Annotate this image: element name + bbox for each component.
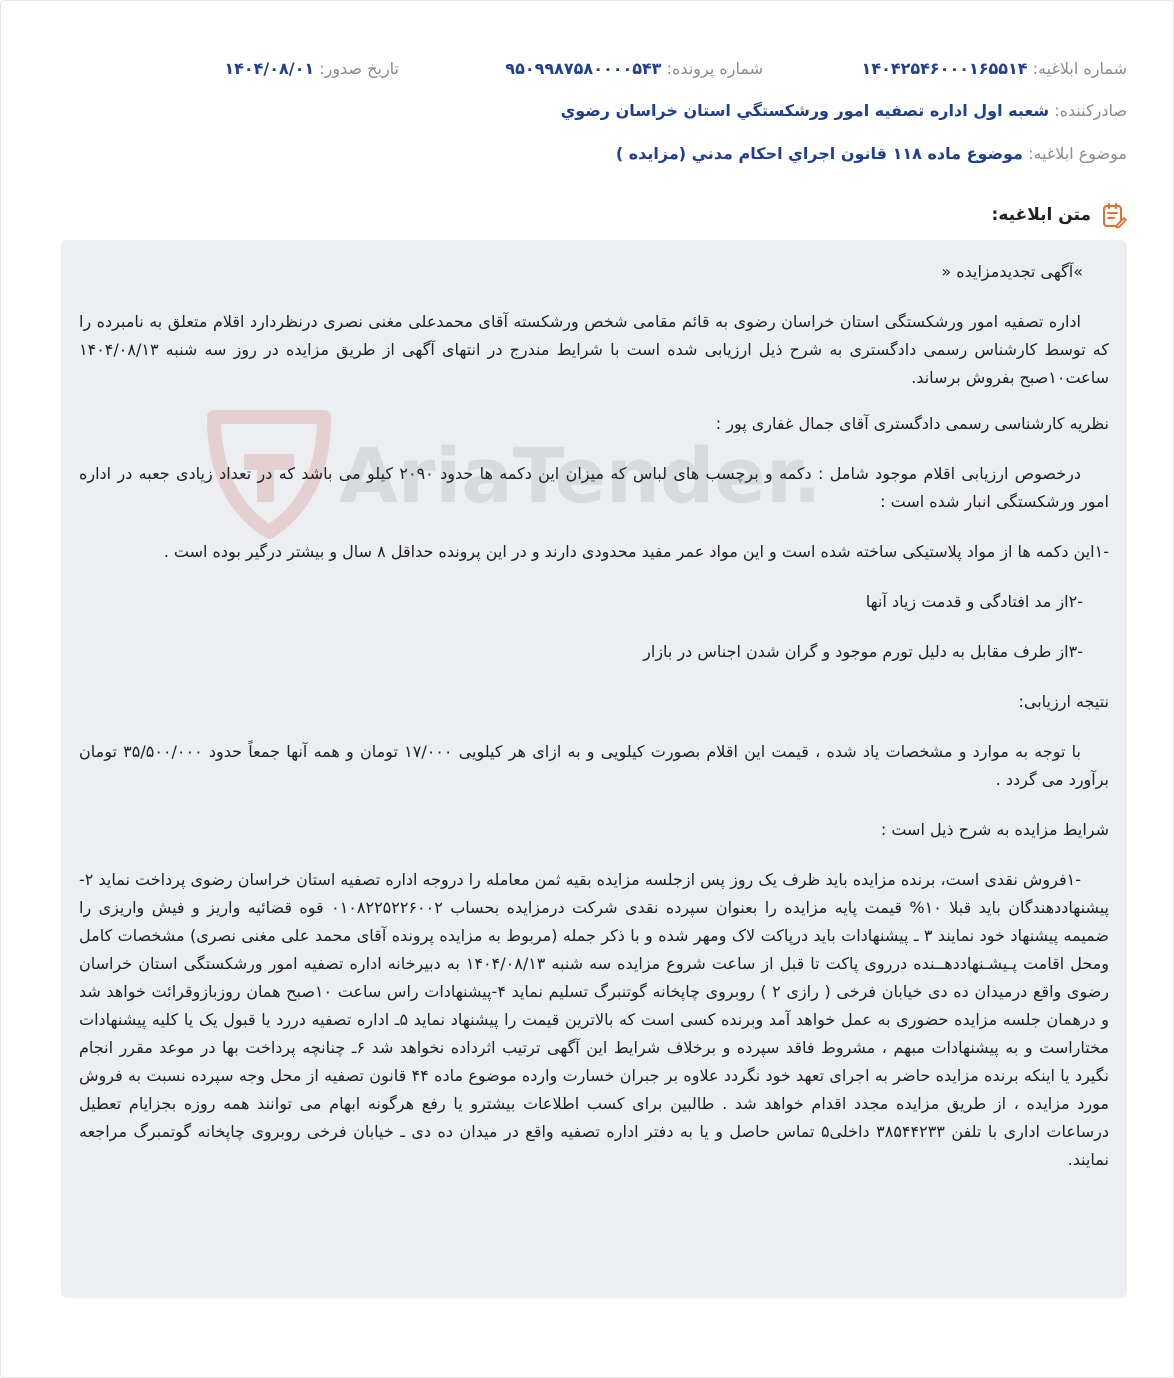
notice-paragraph-result: با توجه به موارد و مشخصات یاد شده ، قیمت این اقلام بصورت کیلویی و به ازای هر کیلویی ۱۷/۰۰۰ تومان و همه آنها جمعاً حدود ۳۵/۵۰۰/۰۰۰ تومان برآورد می گردد . <box>79 742 1109 789</box>
notice-paragraph-result-title: نتیجه ارزیابی: <box>1018 692 1109 711</box>
case-number-label: شماره پرونده: <box>666 59 763 78</box>
notice-text-heading <box>992 199 1127 231</box>
subject-label: موضوع ابلاغیه: <box>1028 144 1127 163</box>
notice-number-label: شماره ابلاغیه: <box>1032 59 1127 78</box>
notice-paragraph-items: درخصوص ارزیابی اقلام موجود شامل : دکمه و برچسب های لباس که میزان این دکمه ها حدود ۲۰۹۰ کیلو می باشد که در تعداد زیادی جعبه در اداره امور ورشکستگی انبار شده است : <box>79 464 1109 511</box>
notice-paragraph-conditions-title: شرایط مزایده به شرح ذیل است : <box>880 820 1109 839</box>
case-number <box>505 57 763 81</box>
meta-row <box>47 57 1127 85</box>
notice-text-box <box>61 240 1127 1298</box>
issuer-row <box>47 99 1127 123</box>
notice-text-icon <box>1099 201 1127 229</box>
case-number-value: ۹۵۰۹۹۸۷۵۸۰۰۰۰۵۴۳ <box>505 59 662 78</box>
notice-number <box>862 57 1127 81</box>
notice-text-title: متن ابلاغیه: <box>991 205 1091 225</box>
notice-paragraph-reason-3: -۳از طرف مقابل به دلیل تورم موجود و گران شدن اجناس در بازار <box>643 642 1083 661</box>
notice-number-value: ۱۴۰۴۲۵۴۶۰۰۰۱۶۵۵۱۴ <box>861 59 1028 78</box>
issue-date-label: تاریخ صدور: <box>319 59 399 78</box>
notice-heading: »آگهی تجدیدمزایده « <box>941 262 1083 281</box>
subject-row <box>47 142 1127 166</box>
issue-date-value: ۱۴۰۴/۰۸/۰۱ <box>224 59 315 78</box>
issuer-label: صادرکننده: <box>1054 101 1127 120</box>
notice-paragraph-expert: نظریه کارشناسی رسمی دادگستری آقای جمال غفاری پور : <box>715 414 1109 433</box>
issuer-value: شعبه اول اداره تصفيه امور ورشكستگي استان خراسان رضوي <box>560 101 1050 120</box>
notice-paragraph-conditions: -۱فروش نقدی است، برنده مزایده باید ظرف یک روز پس ازجلسه مزایده بقیه ثمن معامله را دروجه اداره تصفیه استان خراسان رضوی پرداخت نماید ۲- پیشنهاددهندگان باید قبلا ۱۰% قیمت پایه مزایده را بعنوان سپرده نقدی شرکت درمزایده بحساب ۰۱۰۸۲۲۵۲۲۶۰۰۲ قوه قضائیه واریز و فیش واریزی را ضمیمه پیشنهاد خود نمایند ۳ ـ پیشنهادات باید درپاکت لاک ومهر شده و با ذکر جمله (مربوط به مزایده پرونده آقای محمد علی مغنی نصری) مشخصات کامل ومحل اقامت پـیشـنهاددهــنده درروی پاکت تا قبل از ساعت شروع مزایده سه شنبه ۱۴۰۴/۰۸/۱۳ به دبیرخانه اداره تصفیه امور ورشکستگی استان خراسان رضوی واقع درمیدان ده دی خیابان فرخی ( رازی ۲ ) روبروی چاپخانه گوتنبرگ تسلیم نماید ۴-پیشنهادات راس ساعت ۱۰صبح همان روزبازوقرائت خواهد شد و درهمان جلسه مزایده حضوری به عمل خواهد آمد وبرنده کسی است که بالاترین قیمت را پیشنهاد نماید ۵ـ اداره تصفیه دررد یا قبول یک یا کلیه پیشنهادات مختاراست و به پیشنهادات مبهم ، مشروط فاقد سپرده و برخلاف شرایط این آگهی ترتیب اثرداده نخواهد شد ۶ـ چنانچه پرداخت بها در موعد مقرر انجام نگیرد یا اینکه برنده مزایده حاضر به اجرای تعهد خود نگردد علاوه بر جبران خسارت وارده موضوع ماده ۴۴ قانون تصفیه از محل وجه سپرده نسبت به فروش مورد مزایده ، از طریق مزایده مجدد اقدام خواهد شد . طالبین برای کسب اطلاعات بیشترو یا رفع هرگونه ابهام می توانند همه روزه بجزایام تعطیل درساعات اداری با تلفن ۳۸۵۴۴۲۳۳ داخلی۵ تماس حاصل و یا به دفتر اداره تصفیه واقع در میدان ده دی ـ خیابان فرخی روبروی چاپخانه گوتمبرگ مراجعه نمایند. <box>79 870 1110 1169</box>
watermark-text: AriaTender. <box>339 431 819 520</box>
notice-paragraph-reason-2: -۲از مد افتادگی و قدمت زیاد آنها <box>865 592 1083 611</box>
notice-paragraph-intro: اداره تصفیه امور ورشکستگی استان خراسان رضوی به قائم مقامی شخص ورشکسته آقای محمدعلی مغنی نصری درنظردارد اقلام متعلق به نامبرده را که توسط کارشناس رسمی دادگستری به شرح ذیل ارزیابی شده است با شرایط مندرج در انتهای آگهی از طریق مزایده در روز سه شنبه ۱۴۰۴/۰۸/۱۳ ساعت۱۰صبح بفروش برساند. <box>79 312 1109 387</box>
notice-text-body <box>79 258 1109 1174</box>
notice-paragraph-reason-1: -۱این دکمه ها از مواد پلاستیکی ساخته شده است و این مواد عمر مفید محدودی دارند و در این پرونده حداقل ۸ سال و بیشتر درگیر بوده است . <box>163 542 1109 561</box>
issue-date <box>224 57 399 81</box>
subject-value: موضوع ماده ۱۱۸ قانون اجراي احكام مدني (مزايده ) <box>615 144 1023 163</box>
